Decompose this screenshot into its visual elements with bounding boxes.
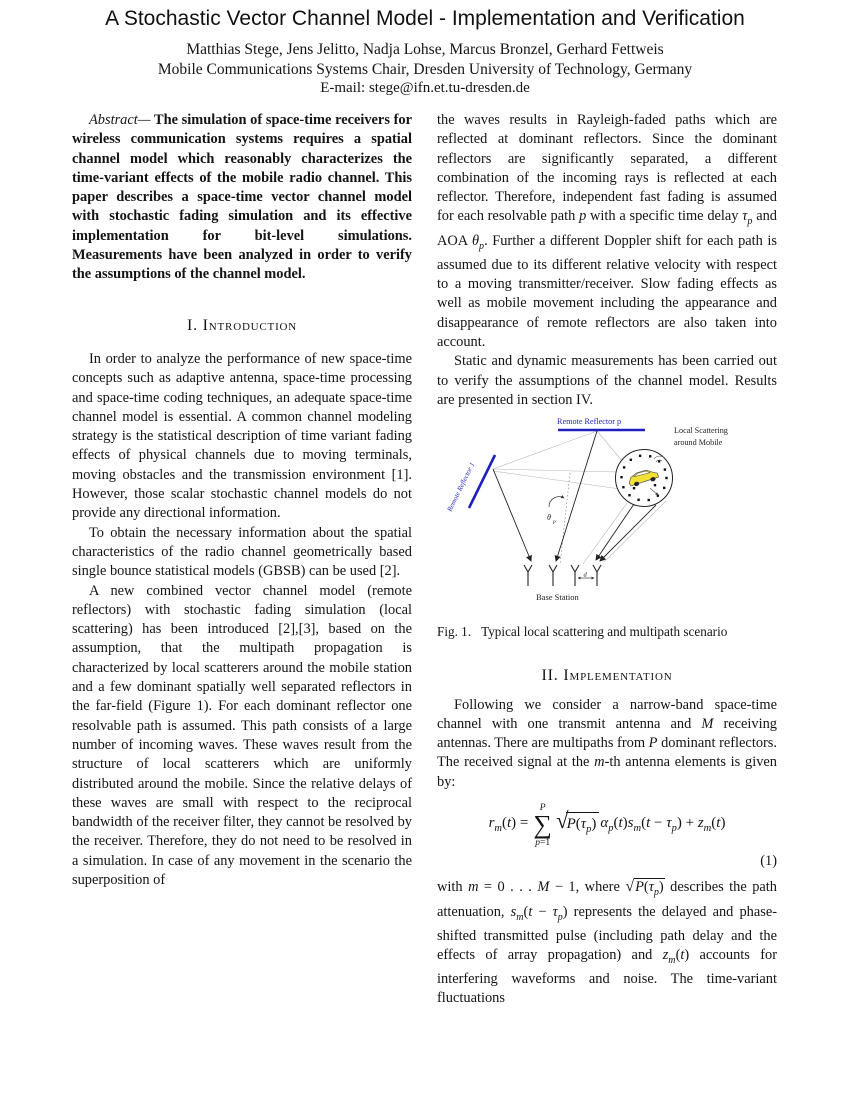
right-column bbox=[437, 111, 777, 1009]
remote-reflector-p-label: Remote Reflector p bbox=[557, 417, 622, 427]
intro-paragraph-1: In order to analyze the performance of new space-time concepts such as adaptive antenna, space-time processing and space-time coding techniques, an adequate space-time channel model is essential. A common channel modeling strategy is the statistical description of time variant fading effects of physical channels due to moving terminals, moving obstacles and the transmission environment [1]. However, those scalar stochastic channel models do not provide any directional information. bbox=[72, 350, 412, 522]
theta-label: θ bbox=[547, 513, 551, 523]
intro-paragraph-3: A new combined vector channel model (remote reflectors) with stochastic fading simulation (local scattering) has been introduced [2],[3], based on the assumption, that the multipath propagation is characterized by local scatterers around the mobile station and a few dominant spatially well separated reflectors in the far-field (Figure 1). For each dominant reflector one resolvable path is assumed. This path consists of a large number of incoming waves. These waves result from the structure of local scatterers which are uniformly distributed around the mobile. Since the relative delays of these waves are small with respect to the reciprocal bandwidth of the receiver filter, they cannot be resolved by the receiver. Therefore, they do not need to be resolved in a simulation. In case of any movement in the scenario the superposition of bbox=[72, 582, 412, 888]
section-2-heading: II. Implementation bbox=[541, 667, 673, 685]
sigma-icon: ∑ bbox=[533, 810, 552, 840]
sqrt-term bbox=[555, 808, 599, 839]
left-column bbox=[72, 111, 412, 890]
antenna-spacing-label: d bbox=[583, 571, 587, 579]
figure-1-caption-text: Typical local scattering and multipath scenario bbox=[481, 624, 728, 640]
summation-lower-limit: p=1 bbox=[535, 837, 551, 848]
intro-paragraph-4: Static and dynamic measurements has been carried out to verify the assumptions of the channel model. Results are presented in section IV. bbox=[437, 353, 777, 408]
local-scattering-label-line1: Local Scattering bbox=[674, 426, 728, 436]
angle-reference-dotted-line bbox=[560, 473, 570, 565]
equation-lhs: $r_m(t)$ = bbox=[488, 814, 529, 834]
figure-1-caption bbox=[437, 623, 777, 640]
equation-number: (1) bbox=[760, 853, 777, 870]
paper-authors: Matthias Stege, Jens Jelitto, Nadja Lohse, Marcus Bronzel, Gerhard Fettweis bbox=[186, 41, 664, 58]
remote-reflector-1-label: Remote Reflector 1 bbox=[445, 461, 477, 514]
paper-affiliation: Mobile Communications Systems Chair, Dresden University of Technology, Germany bbox=[157, 61, 693, 78]
figure-1 bbox=[437, 415, 777, 640]
radicand: $P(\tau_p)$ bbox=[566, 812, 600, 839]
abstract-label: Abstract— bbox=[89, 112, 151, 128]
intro-paragraph-3-continued: the waves results in Rayleigh-faded paths which are reflected at dominant reflectors. Since the dominant reflectors are significantly separated, a different combination of the incoming rays is reflected at each reflector. Therefore, independent fast fading is assumed for each resolvable path p with a specific time delay $\tau_p$ and AOA $\theta_p$. Further a different Doppler shift for each path is assumed due to its different relative velocity with respect to a moving transmitter/receiver. Slow fading effects as well as mobile movement including the appearance and disappearance of remote reflectors are also taken into account. bbox=[437, 112, 777, 351]
antenna-icon bbox=[549, 565, 557, 586]
antenna-icon bbox=[524, 565, 532, 586]
summation-upper-limit: P bbox=[539, 802, 546, 813]
base-station-antennas bbox=[524, 565, 601, 586]
abstract-paragraph bbox=[72, 111, 412, 285]
equation-1-body bbox=[437, 804, 777, 848]
local-scattering-label-line2: around Mobile bbox=[674, 438, 723, 448]
abstract-text: The simulation of space-time receivers for wireless communication systems requires a spatial channel model which reasonably characterizes the time-variant effects of the mobile radio channel. This paper describes a space-time vector channel model with stochastic fading simulation and its effective implementation for bit-level simulations. Measurements have been analyzed in order to verify the assumptions of the channel model. bbox=[72, 112, 412, 283]
base-station-label: Base Station bbox=[536, 592, 579, 603]
impl-paragraph-1: Following we consider a narrow-band space-time channel with one transmit antenna and M receiving antennas. There are multipaths from P dominant reflectors. The received signal at the m-th antenna elements is given by: bbox=[437, 696, 778, 790]
theta-sub-label: p bbox=[553, 519, 556, 526]
equation-rhs: $\alpha_p(t)s_m(t - \tau_p) + z_m(t)$ bbox=[600, 814, 726, 834]
equation-1 bbox=[437, 804, 777, 871]
figure-1-caption-label: Fig. 1. bbox=[437, 624, 472, 640]
radical-icon: √ bbox=[555, 808, 569, 834]
antenna-icon bbox=[593, 565, 601, 586]
antenna-icon bbox=[571, 565, 579, 586]
intro-paragraph-2: To obtain the necessary information about the spatial characteristics of the radio channel geometrically based single bounce statistical models (GBSB) can be used [2]. bbox=[72, 524, 412, 580]
aoa-angle-arc bbox=[549, 497, 564, 507]
paper-email: E-mail: stege@ifn.et.tu-dresden.de bbox=[320, 80, 530, 96]
impl-paragraph-2: with m = 0 . . . M − 1, where $√P(\tau_p)$ describes the path attenuation, $s_m(t - \tau_p)$ represents the delayed and phase-shifted transmitted pulse (including path delay and the effects of array propagation) and $z_m(t)$ accounts for interfering waveforms and noise. The time-variant fluctuations bbox=[437, 878, 777, 1007]
scattering-diagram bbox=[437, 415, 777, 613]
remote-reflector-1-line bbox=[469, 455, 495, 508]
section-1-heading: I. Introduction bbox=[186, 316, 298, 334]
paper-title: A Stochastic Vector Channel Model - Implementation and Verification bbox=[105, 7, 745, 30]
summation-symbol bbox=[533, 804, 552, 848]
